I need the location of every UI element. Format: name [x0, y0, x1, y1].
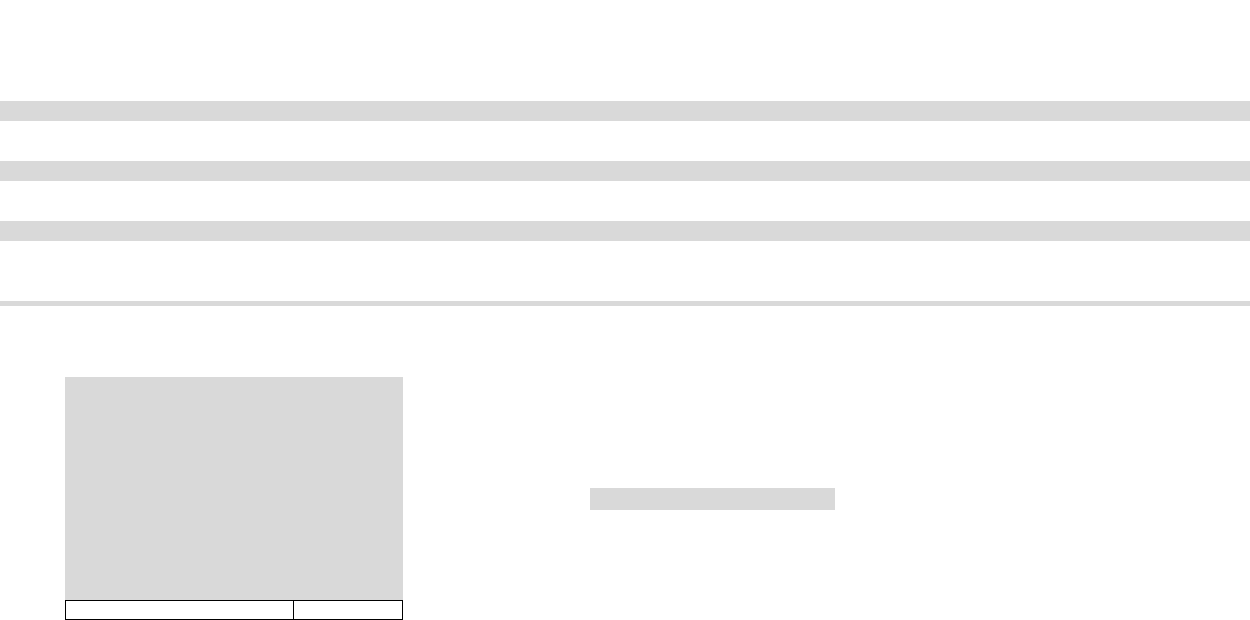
- separator-band: [0, 301, 1250, 306]
- valuation-gap: [590, 488, 835, 510]
- outcome-background: [65, 377, 403, 620]
- separator-band: [0, 161, 1250, 181]
- final-value-cell: [293, 600, 403, 620]
- outcome-title: [65, 380, 403, 408]
- separator-band: [0, 101, 1250, 121]
- final-value-label: [65, 600, 293, 620]
- separator-band: [0, 221, 1250, 241]
